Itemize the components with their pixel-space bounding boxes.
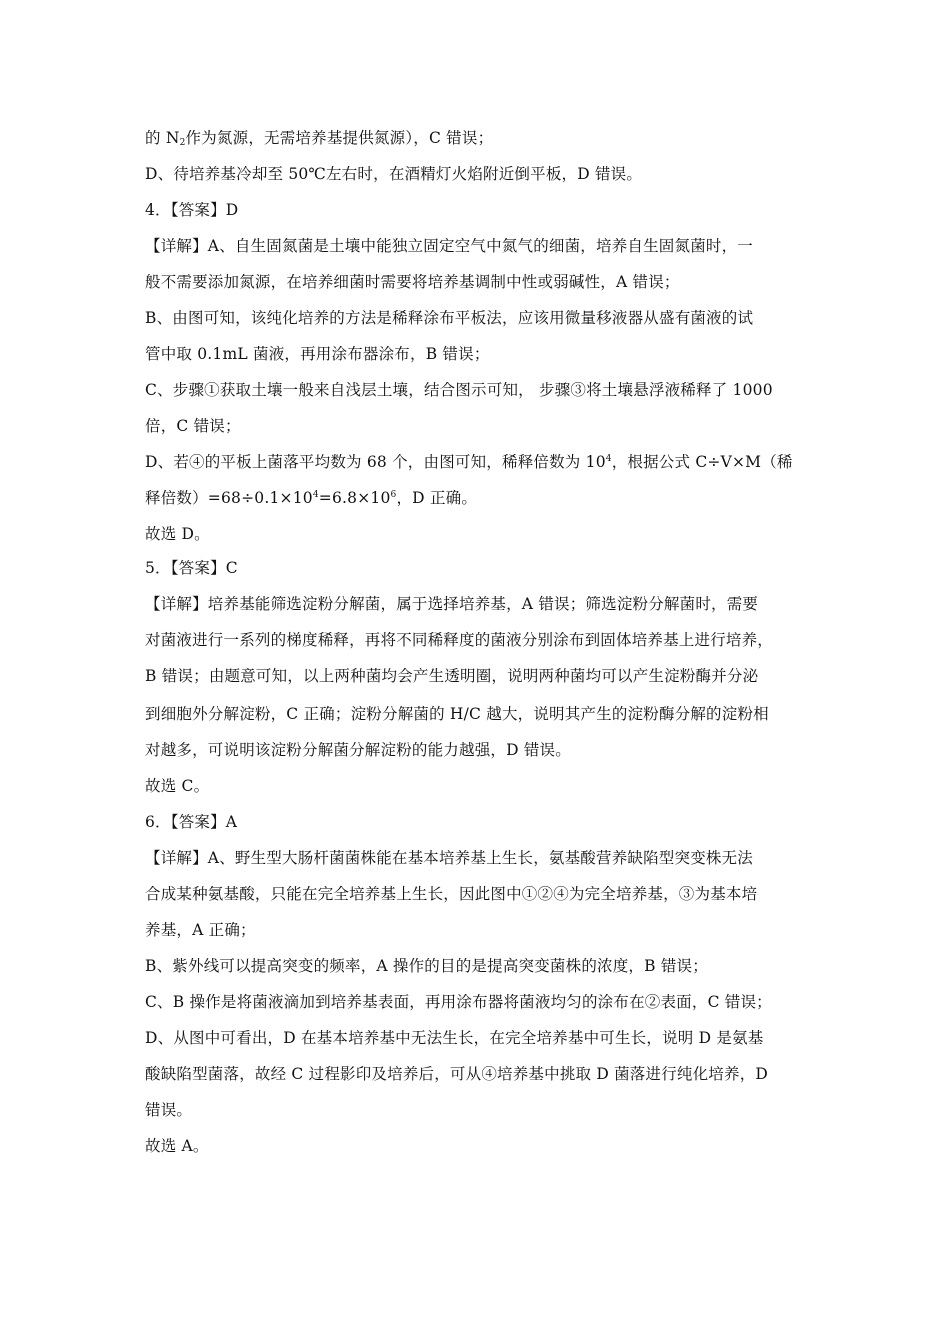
text-line: D、若④的平板上菌落平均数为 68 个，由图可知，稀释倍数为 $10^4$，根据公式 C÷V×M（稀 bbox=[145, 453, 793, 471]
text-line: 倍，C 错误； bbox=[145, 417, 241, 435]
text-line: 合成某种氨基酸，只能在完全培养基上生长，因此图中①②④为完全培养基，③为基本培 bbox=[145, 885, 758, 903]
text-line: 养基，A 正确； bbox=[145, 921, 256, 939]
text-line: 错误。 bbox=[145, 1101, 193, 1119]
text-line: 的 $N_2$作为氮源，无需培养基提供氮源），C 错误； bbox=[145, 129, 494, 148]
text-line: 【详解】培养基能筛选淀粉分解菌，属于选择培养基，A 错误；筛选淀粉分解菌时，需要 bbox=[145, 595, 759, 613]
text-line: B、紫外线可以提高突变的频率，A 操作的目的是提高突变菌株的浓度，B 错误； bbox=[145, 957, 708, 975]
text-line: 对越多，可说明该淀粉分解菌分解淀粉的能力越强，D 错误。 bbox=[145, 741, 571, 759]
text-line: C、B 操作是将菌液滴加到培养基表面，再用涂布器将菌液均匀的涂布在②表面，C 错误； bbox=[145, 993, 772, 1011]
text-line: D、从图中可看出，D 在基本培养基中无法生长，在完全培养基中可生长，说明 D 是氨基 bbox=[145, 1029, 764, 1047]
answer-heading: 4．【答案】D bbox=[145, 201, 239, 219]
text-line: 到细胞外分解淀粉，C 正确；淀粉分解菌的 H/C 越大，说明其产生的淀粉酶分解的淀粉相 bbox=[145, 705, 769, 723]
text-line: D、待培养基冷却至 50℃左右时，在酒精灯火焰附近倒平板，D 错误。 bbox=[145, 165, 643, 183]
text-line: 对菌液进行一系列的梯度稀释，再将不同稀释度的菌液分别涂布到固体培养基上进行培养， bbox=[145, 631, 774, 649]
text-line: 管中取 0.1mL 菌液，再用涂布器涂布，B 错误； bbox=[145, 345, 490, 363]
text-line: 【详解】A、野生型大肠杆菌菌株能在基本培养基上生长，氨基酸营养缺陷型突变株无法 bbox=[145, 849, 753, 867]
text-line: 释倍数）$=68\div 0.1\times 10^4=6.8\times 10^6$，D 正确。 bbox=[145, 489, 478, 507]
answer-heading: 5．【答案】C bbox=[145, 559, 238, 577]
answer-heading: 6．【答案】A bbox=[145, 813, 238, 831]
text-line: 【详解】A、自生固氮菌是土壤中能独立固定空气中氮气的细菌，培养自生固氮菌时，一 bbox=[145, 237, 753, 255]
text-line: C、步骤①获取土壤一般来自浅层土壤，结合图示可知， 步骤③将土壤悬浮液稀释了 1000 bbox=[145, 381, 773, 399]
text-line: 酸缺陷型菌落，故经 C 过程影印及培养后，可从④培养基中挑取 D 菌落进行纯化培养，D bbox=[145, 1065, 769, 1083]
text-line: 故选 C。 bbox=[145, 777, 210, 795]
text-line: 故选 D。 bbox=[145, 525, 210, 543]
text-line: 般不需要添加氮源，在培养细菌时需要将培养基调制中性或弱碱性，A 错误； bbox=[145, 273, 680, 291]
text-line: 故选 A。 bbox=[145, 1137, 209, 1155]
text-line: B、由图可知，该纯化培养的方法是稀释涂布平板法，应该用微量移液器从盛有菌液的试 bbox=[145, 309, 754, 327]
text-line: B 错误；由题意可知，以上两种菌均会产生透明圈，说明两种菌均可以产生淀粉酶并分泌 bbox=[145, 667, 759, 685]
